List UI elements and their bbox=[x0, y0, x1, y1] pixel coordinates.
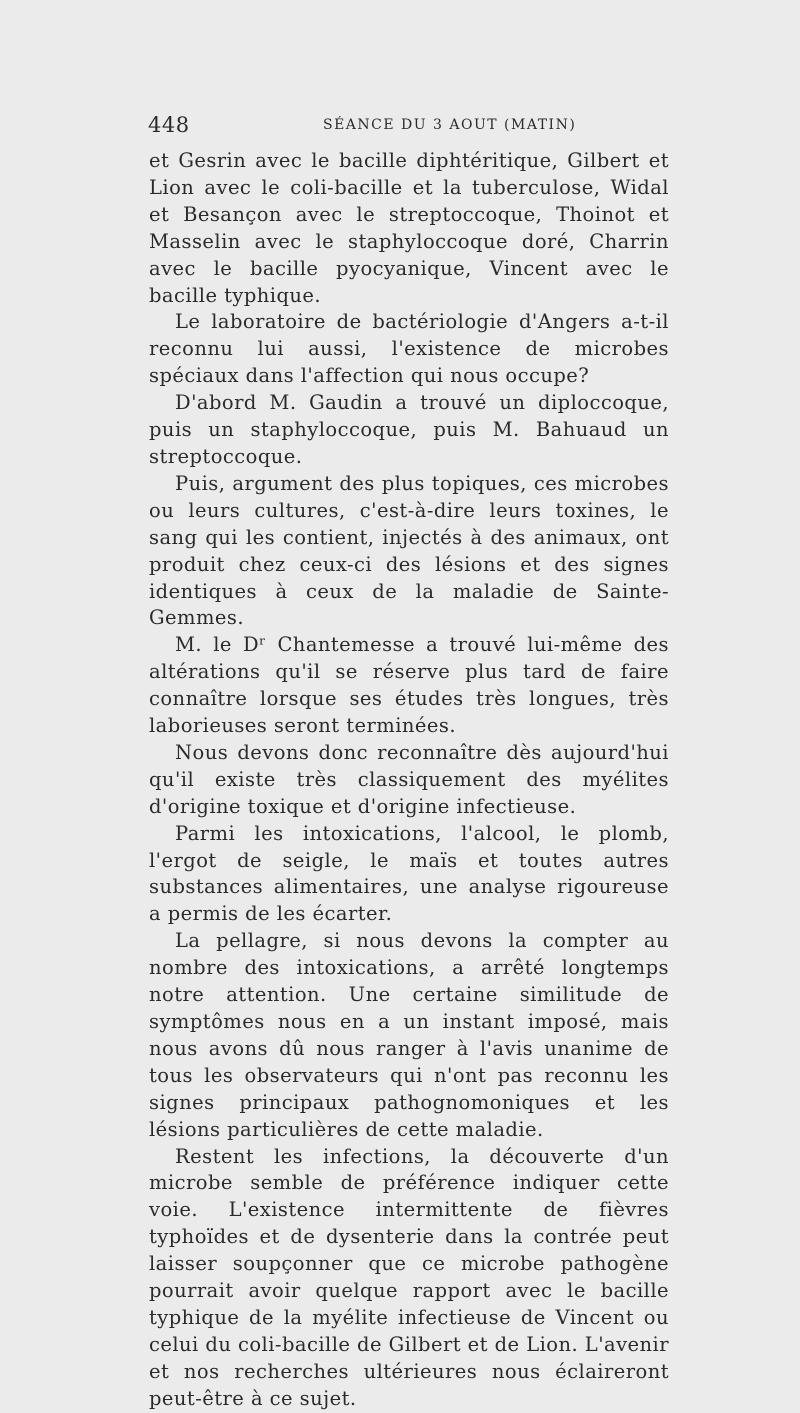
page-header bbox=[148, 113, 668, 143]
body-text bbox=[149, 148, 669, 1413]
paragraph: M. le Dʳ Chantemesse a trouvé lui-même des altérations qu'il se réserve plus tard de faire connaître lorsque ses études très longues, très laborieuses seront terminées. bbox=[149, 633, 669, 738]
running-head: SÉANCE DU 3 AOUT (MATIN) bbox=[323, 117, 577, 133]
paragraph: Le laboratoire de bactériologie d'Angers a-t-il reconnu lui aussi, l'existence de microbes spéciaux dans l'affection qui nous occupe? bbox=[149, 310, 669, 388]
paragraph: Nous devons donc reconnaître dès aujourd'hui qu'il existe très classiquement des myélites d'origine toxique et d'origine infectieuse. bbox=[149, 740, 669, 818]
paragraph: La pellagre, si nous devons la compter au nombre des intoxications, a arrêté longtemps notre attention. Une certaine similitude de symptômes nous en a un instant imposé, mais nous avons dû nous ranger à l'avis unanime de tous les observateurs qui n'ont pas reconnu les signes principaux pathognomoniques et les lésions particulières de cette maladie. bbox=[149, 929, 669, 1141]
paragraph: Restent les infections, la découverte d'un microbe semble de préférence indiquer cette voie. L'existence intermittente de fièvres typhoïdes et de dysenterie dans la contrée peut laisser soupçonner que ce microbe pathogène pourrait avoir quelque rapport avec le bacille typhique de la myélite infectieuse de Vincent ou celui du coli-bacille de Gilbert et de Lion. L'avenir et nos recherches ultérieures nous éclaireront peut-être à ce sujet. bbox=[149, 1144, 669, 1410]
paragraph: et Gesrin avec le bacille diphtéritique, Gilbert et Lion avec le coli-bacille et la tuberculose, Widal et Besançon avec le streptoccoque, Thoinot et Masselin avec le staphyloccoque doré, Charrin avec le bacille pyocyanique, Vincent avec le bacille typhique. bbox=[149, 149, 669, 307]
paragraph: D'abord M. Gaudin a trouvé un diploccoque, puis un staphyloccoque, puis M. Bahuaud un streptoccoque. bbox=[149, 391, 669, 468]
paragraph: Puis, argument des plus topiques, ces microbes ou leurs cultures, c'est-à-dire leurs toxines, le sang qui les contient, injectés à des animaux, ont produit chez ceux-ci des lésions et des signes identiques à ceux de la maladie de Sainte-Gemmes. bbox=[149, 471, 669, 630]
page-number: 448 bbox=[148, 113, 190, 137]
paragraph: Parmi les intoxications, l'alcool, le plomb, l'ergot de seigle, le maïs et toutes autres substances alimentaires, une analyse rigoureuse a permis de les écarter. bbox=[149, 821, 669, 926]
